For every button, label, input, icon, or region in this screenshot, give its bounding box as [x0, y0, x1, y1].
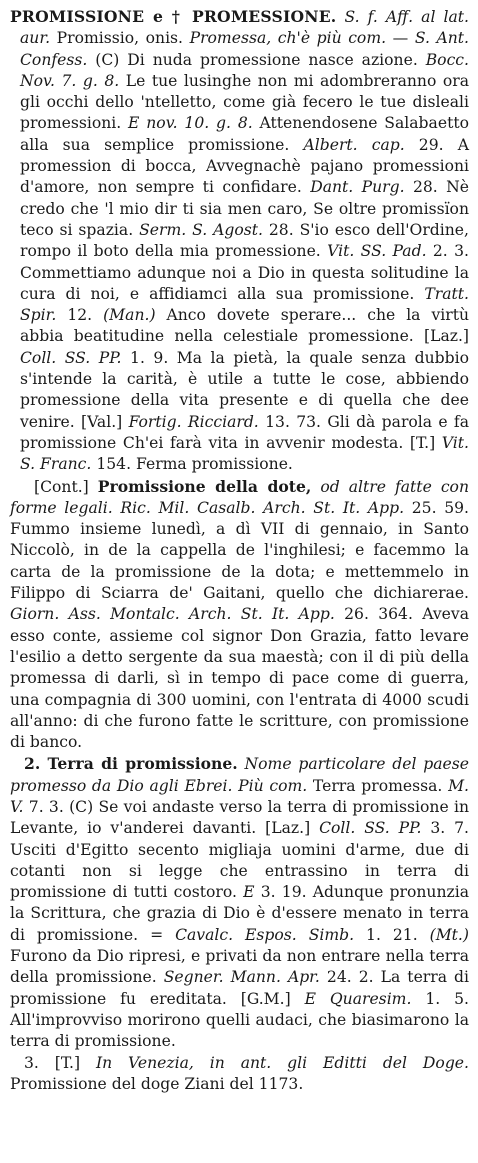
- entry-main-definition: Promessa, ch'è più com.: [189, 29, 387, 48]
- entry-grammar: S. f. Aff. al lat. aur.: [20, 8, 470, 48]
- text-run: 26. 364. Aveva esso conte, assieme col signor Don Grazia, fatto levare l'esilio a detto sergente da sua maestà; con il di più della promessa di darli, sì in tempo di pace come di guerra, una compagnia di 300 uomini, con l'entrata di 4000 scudi all'anno: di che furono fatte le scritture, con promissione di banco.: [10, 605, 469, 752]
- text-run: Dant. Purg.: [310, 178, 405, 197]
- text-run: 29. A promession di bocca, Avvegnachè pajano promessioni d'amore, non sempre ti confidare.: [20, 135, 469, 197]
- text-run: Furono da Dio ripresi, e privati da non entrare nella terra della promissione.: [10, 947, 469, 987]
- text-run: (Mt.): [429, 925, 469, 944]
- entry-dash: —: [392, 29, 409, 48]
- entry-first-paragraph: [10, 6, 469, 476]
- text-run: Tratt. Spir.: [20, 284, 469, 325]
- entry-sense-dote: [10, 476, 469, 754]
- entry-sense-3: [10, 1053, 469, 1096]
- text-run: Vit. S. Franc.: [20, 433, 469, 474]
- text-run: Bocc. Nov. 7. g. 8.: [20, 50, 469, 90]
- text-run: 3. 19. Adunque pronunzia la Scrittura, che grazia di Dio è d'essere menato in terra di promissione. =: [10, 883, 469, 944]
- text-run: Albert. cap.: [303, 135, 405, 154]
- text-run: Coll. SS. PP.: [20, 348, 122, 367]
- text-run: (C) Di nuda promessione nasce azione.: [87, 50, 426, 69]
- text-run: Fortig. Ricciard.: [128, 412, 259, 431]
- text-run: (Man.): [103, 306, 156, 325]
- text-run: Terra promessa.: [307, 776, 449, 795]
- text-run: Nome particolare del paese promesso da Dio agli Ebrei. Più com.: [10, 755, 469, 795]
- text-run: Le tue lusinghe non mi adombreranno ora gli occhi dello 'ntelletto, come già fecero le tue disleali promessioni.: [20, 71, 469, 133]
- text-run: E: [243, 883, 255, 902]
- text-run: S. Ant. Confess.: [20, 29, 470, 69]
- text-run: 154. Ferma promissione.: [91, 455, 293, 474]
- entry-headword: PROMISSIONE e † PROMESSIONE.: [10, 7, 337, 26]
- text-run: 2. Terra di promissione.: [24, 754, 238, 774]
- text-run: Vit. SS. Pad.: [327, 242, 427, 261]
- text-run: 12.: [56, 306, 104, 325]
- text-run: E nov. 10. g. 8.: [128, 114, 253, 133]
- text-run: 1. 9. Ma la pietà, la quale senza dubbio s'intende la carità, è utile a tutte le cose, abbiendo promessione della vita presente e di quella che dee venire. [Val.]: [20, 348, 470, 431]
- text-run: 7. 3. (C) Se voi andaste verso la terra di promissione in Levante, io v'anderei davanti. [Laz.]: [10, 797, 469, 838]
- text-run: 28. S'io esco dell'Ordine, rompo il boto della mia promessione.: [20, 220, 469, 261]
- text-run: 3. 7. Usciti d'Egitto secento migliaja uomini d'arme, due di cotanti non si legge che entrassino in terra di promissione di tutti costoro.: [10, 819, 470, 902]
- text-run: Anco dovete sperare... che la virtù abbia beatitudine nella celestiale promessione. [Laz.]: [20, 306, 470, 346]
- text-run: Promissione della dote,: [97, 476, 312, 496]
- text-run: 2. 3. Commettiamo adunque noi a Dio in questa solitudine la cura di noi, e affidiamci alla sua promissione.: [20, 242, 469, 303]
- entry-citations-1: [20, 29, 469, 473]
- text-run: M. V.: [10, 776, 469, 816]
- text-run: Serm. S. Agost.: [139, 220, 263, 239]
- text-run: 1. 5. All'improvviso morirono quelli audaci, che biasimarono la terra di promissione.: [10, 989, 469, 1051]
- entry-latin: Promissio, onis.: [56, 29, 184, 48]
- text-run: Coll. SS. PP.: [319, 819, 422, 838]
- entry-sense-2: [10, 753, 469, 1052]
- text-run: Giorn. Ass. Montalc. Arch. St. It. App.: [10, 605, 335, 624]
- text-run: 24. 2. La terra di promissione fu ereditata. [G.M.]: [10, 968, 469, 1008]
- text-run: 25. 59. Fummo insieme lunedì, a dì VII di gennaio, in Santo Niccolò, in de la cappella de l'inghilesi; e facemmo la carta de la promissione de la dota; e mettemmelo in Filippo di Sciarra de' Gaitani, quello che dichiarerae.: [10, 498, 469, 603]
- text-run: od altre fatte con forme legali. Ric. Mil. Casalb. Arch. St. It. App.: [10, 477, 469, 517]
- text-run: E Quaresim.: [304, 989, 412, 1008]
- text-run: Cavalc. Espos. Simb.: [175, 925, 355, 944]
- text-run: 1. 21.: [354, 925, 430, 944]
- text-run: 28. Nè credo che 'l mio dir ti sia men caro, Se oltre promissïon teco si spazia.: [20, 178, 469, 239]
- text-run: In Venezia, in ant. gli Editti del Doge.: [95, 1053, 469, 1072]
- text-run: Promissione del doge Ziani del 1173.: [10, 1074, 304, 1093]
- text-run: 13. 73. Gli dà parola e fa promissione Ch'ei farà vita in avvenir modesta. [T.]: [20, 412, 469, 452]
- text-run: 3. [T.]: [24, 1053, 96, 1072]
- text-run: Attenendosene Salabaetto alla sua semplice promissione.: [20, 114, 469, 154]
- text-run: Segner. Mann. Apr.: [163, 968, 320, 987]
- text-run: [Cont.]: [34, 477, 98, 496]
